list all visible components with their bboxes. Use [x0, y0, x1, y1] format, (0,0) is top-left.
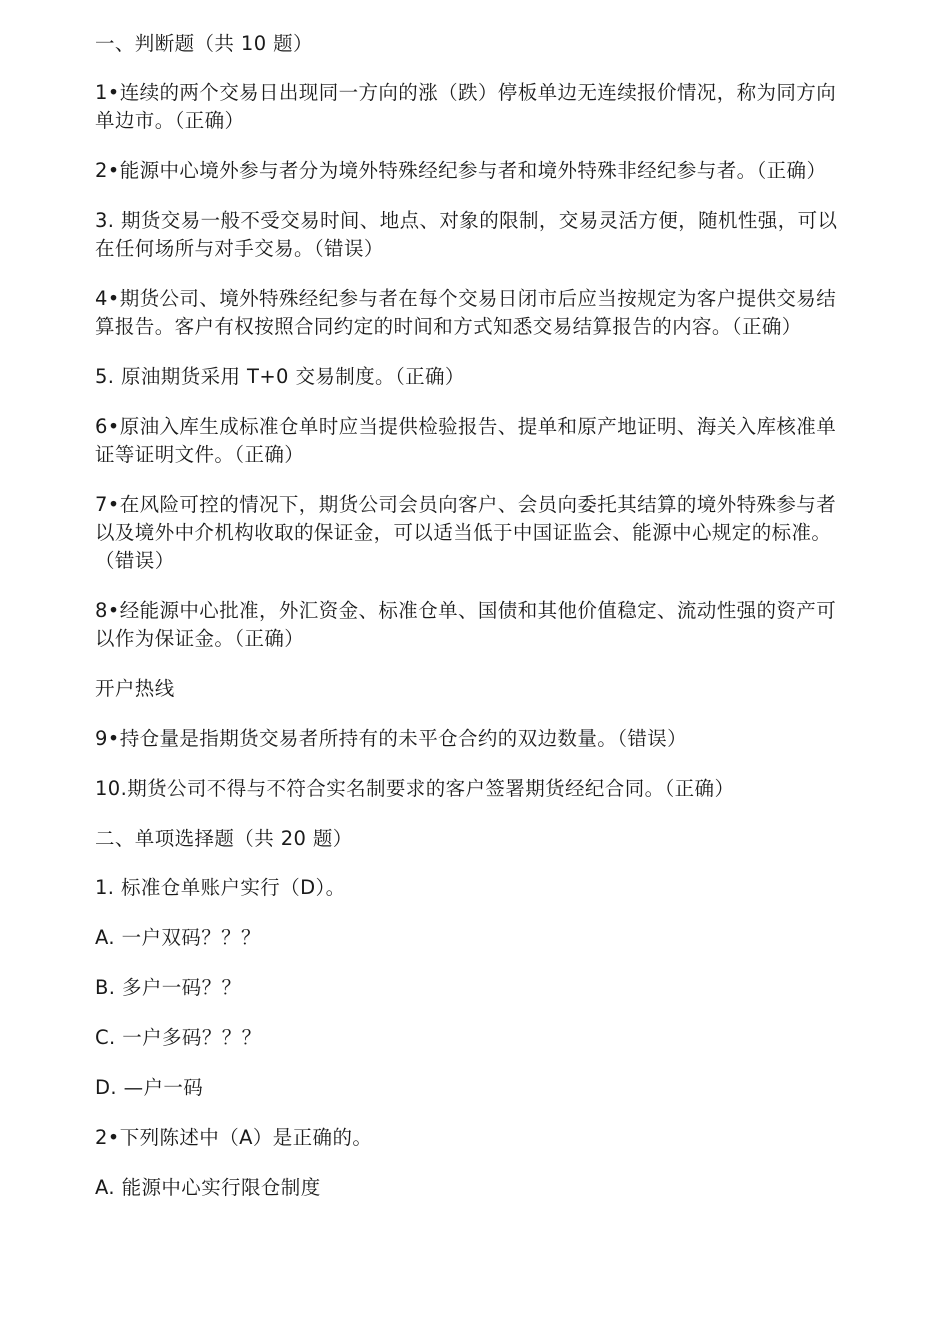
question-tf-10: 10.期货公司不得与不符合实名制要求的客户签署期货经纪合同。（正确） [95, 777, 735, 800]
option-a: A. 能源中心实行限仓制度 [95, 1176, 321, 1199]
question-tf-1: 1•连续的两个交易日出现同一方向的涨（跌）停板单边无连续报价情况，称为同方向单边市。（正确） [95, 81, 837, 132]
question-tf-9: 9•持仓量是指期货交易者所持有的未平仓合约的双边数量。（错误） [95, 727, 688, 750]
question-tf-8: 8•经能源中心批准，外汇资金、标准仓单、国债和其他价值稳定、流动性强的资产可以作为保证金。（正确） [95, 599, 837, 650]
question-tf-3: 3. 期货交易一般不受交易时间、地点、对象的限制，交易灵活方便，随机性强，可以在任何场所与对手交易。（错误） [95, 209, 838, 260]
question-tf-4: 4•期货公司、境外特殊经纪参与者在每个交易日闭市后应当按规定为客户提供交易结算报告。客户有权按照合同约定的时间和方式知悉交易结算报告的内容。（正确） [95, 287, 837, 338]
option-b: B. 多户一码？？ [95, 976, 242, 999]
document-page [95, 30, 855, 1224]
question-sc-1: 1. 标准仓单账户实行（D）。 [95, 876, 346, 899]
hotline-note: 开户热线 [95, 677, 175, 700]
option-a: A. 一户双码？？？ [95, 926, 261, 949]
question-tf-6: 6•原油入库生成标准仓单时应当提供检验报告、提单和原产地证明、海关入库核准单证等证明文件。（正确） [95, 415, 837, 466]
section-heading-single-choice: 二、单项选择题（共 20 题） [95, 827, 353, 850]
question-tf-2: 2•能源中心境外参与者分为境外特殊经纪参与者和境外特殊非经纪参与者。（正确） [95, 159, 827, 182]
question-sc-2: 2•下列陈述中（A）是正确的。 [95, 1126, 373, 1149]
question-tf-7: 7•在风险可控的情况下，期货公司会员向客户、会员向委托其结算的境外特殊参与者以及境外中介机构收取的保证金，可以适当低于中国证监会、能源中心规定的标准。（错误） [95, 493, 837, 572]
section-heading-true-false: 一、判断题（共 10 题） [95, 32, 313, 55]
question-tf-5: 5. 原油期货采用 T+0 交易制度。（正确） [95, 365, 465, 388]
option-d: D. —户一码 [95, 1076, 204, 1099]
option-c: C. 一户多码？？？ [95, 1026, 262, 1049]
